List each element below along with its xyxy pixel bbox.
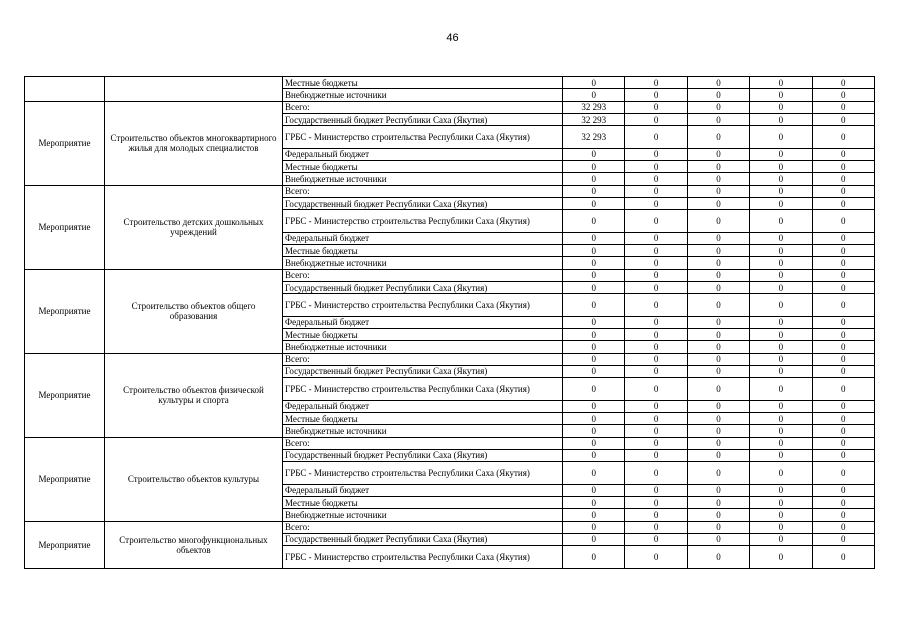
value-cell: 0 [625,316,687,328]
value-cell: 0 [812,509,874,521]
value-cell: 0 [625,328,687,340]
value-cell: 0 [750,148,812,160]
funding-source-cell: Федеральный бюджет [283,484,563,496]
value-cell: 0 [625,77,687,89]
value-cell: 0 [812,113,874,125]
value-cell: 0 [812,462,874,485]
value-cell: 0 [625,210,687,233]
value-cell: 0 [812,160,874,172]
category-cell: Мероприятие [25,521,105,568]
value-cell: 0 [812,126,874,149]
value-cell: 0 [687,89,749,101]
funding-source-cell: Местные бюджеты [283,328,563,340]
value-cell: 0 [750,328,812,340]
value-cell: 0 [687,148,749,160]
funding-source-cell: Всего: [283,101,563,113]
value-cell: 0 [812,77,874,89]
value-cell: 0 [687,328,749,340]
value-cell: 0 [687,77,749,89]
table-row [25,77,875,89]
value-cell: 0 [687,437,749,449]
value-cell: 0 [750,316,812,328]
item-name-cell: Строительство объектов многоквартирного жилья для молодых специалистов [105,101,283,185]
value-cell: 0 [750,365,812,377]
value-cell: 0 [625,521,687,533]
value-cell: 0 [563,533,625,545]
value-cell: 0 [687,341,749,353]
value-cell: 0 [687,316,749,328]
value-cell: 0 [625,244,687,256]
budget-table [24,76,875,569]
value-cell: 0 [687,294,749,317]
value-cell: 0 [812,197,874,209]
value-cell: 0 [750,294,812,317]
funding-source-cell: Местные бюджеты [283,496,563,508]
value-cell: 0 [812,173,874,185]
funding-source-cell: Государственный бюджет Республики Саха (Якутия) [283,365,563,377]
value-cell: 0 [750,269,812,281]
value-cell: 0 [563,316,625,328]
table-row [25,185,875,197]
value-cell: 0 [812,101,874,113]
value-cell: 0 [750,341,812,353]
value-cell: 0 [625,126,687,149]
value-cell: 0 [687,509,749,521]
value-cell: 0 [812,210,874,233]
value-cell: 0 [687,412,749,424]
funding-source-cell: Государственный бюджет Республики Саха (Якутия) [283,197,563,209]
value-cell: 0 [563,328,625,340]
value-cell: 0 [750,546,812,569]
value-cell: 0 [563,160,625,172]
budget-table-body [25,77,875,569]
value-cell: 0 [750,244,812,256]
value-cell: 0 [563,462,625,485]
funding-source-cell: Внебюджетные источники [283,341,563,353]
funding-source-cell: Внебюджетные источники [283,173,563,185]
value-cell: 0 [625,437,687,449]
value-cell: 0 [812,244,874,256]
value-cell: 0 [687,126,749,149]
value-cell: 0 [563,484,625,496]
value-cell: 0 [625,341,687,353]
value-cell: 0 [687,378,749,401]
value-cell: 32 293 [563,126,625,149]
value-cell: 0 [625,148,687,160]
category-cell: Мероприятие [25,437,105,521]
value-cell: 0 [625,294,687,317]
value-cell: 0 [563,244,625,256]
funding-source-cell: Всего: [283,353,563,365]
funding-source-cell: ГРБС - Министерство строительства Республики Саха (Якутия) [283,294,563,317]
value-cell: 0 [750,173,812,185]
funding-source-cell: ГРБС - Министерство строительства Республики Саха (Якутия) [283,546,563,569]
value-cell: 0 [750,378,812,401]
category-cell: Мероприятие [25,101,105,185]
funding-source-cell: Внебюджетные источники [283,257,563,269]
table-row [25,521,875,533]
value-cell: 0 [812,400,874,412]
category-cell: Мероприятие [25,269,105,353]
page-number: 46 [446,32,459,44]
funding-source-cell: Местные бюджеты [283,412,563,424]
value-cell: 0 [563,546,625,569]
value-cell: 0 [563,378,625,401]
funding-source-cell: ГРБС - Министерство строительства Республики Саха (Якутия) [283,462,563,485]
value-cell: 0 [812,533,874,545]
value-cell: 0 [750,353,812,365]
value-cell: 0 [812,449,874,461]
value-cell: 0 [625,546,687,569]
value-cell: 0 [750,197,812,209]
funding-source-cell: Федеральный бюджет [283,148,563,160]
value-cell: 0 [750,210,812,233]
value-cell: 0 [812,316,874,328]
item-name-cell: Строительство объектов общего образования [105,269,283,353]
value-cell: 0 [812,425,874,437]
funding-source-cell: ГРБС - Министерство строительства Республики Саха (Якутия) [283,126,563,149]
value-cell: 0 [750,126,812,149]
value-cell: 0 [750,160,812,172]
value-cell: 0 [625,509,687,521]
value-cell: 0 [625,378,687,401]
value-cell: 0 [750,89,812,101]
value-cell: 0 [687,484,749,496]
value-cell: 0 [687,546,749,569]
value-cell: 0 [563,496,625,508]
value-cell: 0 [563,232,625,244]
value-cell: 0 [750,496,812,508]
value-cell: 0 [812,496,874,508]
value-cell: 0 [625,353,687,365]
value-cell: 0 [625,89,687,101]
value-cell: 0 [687,353,749,365]
value-cell: 0 [750,77,812,89]
value-cell: 32 293 [563,101,625,113]
value-cell: 0 [812,365,874,377]
value-cell: 0 [563,425,625,437]
funding-source-cell: Всего: [283,269,563,281]
funding-source-cell: Всего: [283,437,563,449]
value-cell: 0 [625,412,687,424]
funding-source-cell: Федеральный бюджет [283,316,563,328]
value-cell: 0 [750,185,812,197]
value-cell: 0 [563,437,625,449]
value-cell: 0 [563,509,625,521]
value-cell: 0 [687,232,749,244]
funding-source-cell: Внебюджетные источники [283,509,563,521]
value-cell: 32 293 [563,113,625,125]
value-cell: 0 [687,281,749,293]
value-cell: 0 [563,77,625,89]
value-cell: 0 [812,378,874,401]
value-cell: 0 [625,101,687,113]
value-cell: 0 [625,425,687,437]
table-row [25,437,875,449]
funding-source-cell: Государственный бюджет Республики Саха (Якутия) [283,113,563,125]
value-cell: 0 [563,257,625,269]
value-cell: 0 [750,257,812,269]
value-cell: 0 [687,101,749,113]
value-cell: 0 [687,160,749,172]
value-cell: 0 [687,462,749,485]
value-cell: 0 [812,521,874,533]
value-cell: 0 [625,173,687,185]
value-cell: 0 [812,257,874,269]
value-cell: 0 [750,449,812,461]
value-cell: 0 [563,412,625,424]
value-cell: 0 [750,232,812,244]
value-cell: 0 [563,269,625,281]
funding-source-cell: Всего: [283,521,563,533]
value-cell: 0 [812,437,874,449]
value-cell: 0 [563,521,625,533]
item-name-cell: Строительство объектов культуры [105,437,283,521]
funding-source-cell: Местные бюджеты [283,77,563,89]
value-cell: 0 [812,546,874,569]
funding-source-cell: Федеральный бюджет [283,232,563,244]
item-name-cell: Строительство детских дошкольных учреждений [105,185,283,269]
value-cell: 0 [625,449,687,461]
funding-source-cell: Местные бюджеты [283,244,563,256]
value-cell: 0 [812,281,874,293]
value-cell: 0 [563,449,625,461]
item-name-cell [105,77,283,102]
value-cell: 0 [563,341,625,353]
value-cell: 0 [750,533,812,545]
value-cell: 0 [750,400,812,412]
value-cell: 0 [625,484,687,496]
funding-source-cell: Внебюджетные источники [283,425,563,437]
value-cell: 0 [812,328,874,340]
category-cell [25,77,105,102]
value-cell: 0 [625,496,687,508]
value-cell: 0 [625,185,687,197]
value-cell: 0 [812,148,874,160]
value-cell: 0 [812,412,874,424]
value-cell: 0 [812,185,874,197]
value-cell: 0 [812,484,874,496]
item-name-cell: Строительство многофункциональных объектов [105,521,283,568]
value-cell: 0 [687,521,749,533]
value-cell: 0 [563,365,625,377]
value-cell: 0 [563,294,625,317]
funding-source-cell: Местные бюджеты [283,160,563,172]
value-cell: 0 [687,113,749,125]
value-cell: 0 [812,89,874,101]
value-cell: 0 [625,160,687,172]
value-cell: 0 [625,533,687,545]
value-cell: 0 [687,365,749,377]
value-cell: 0 [625,197,687,209]
table-row [25,353,875,365]
funding-source-cell: Всего: [283,185,563,197]
value-cell: 0 [563,353,625,365]
value-cell: 0 [563,148,625,160]
value-cell: 0 [750,484,812,496]
category-cell: Мероприятие [25,185,105,269]
value-cell: 0 [563,281,625,293]
value-cell: 0 [687,269,749,281]
value-cell: 0 [625,269,687,281]
value-cell: 0 [812,341,874,353]
funding-source-cell: Государственный бюджет Республики Саха (Якутия) [283,449,563,461]
item-name-cell: Строительство объектов физической культуры и спорта [105,353,283,437]
value-cell: 0 [625,400,687,412]
value-cell: 0 [750,101,812,113]
value-cell: 0 [625,365,687,377]
value-cell: 0 [812,294,874,317]
value-cell: 0 [625,232,687,244]
value-cell: 0 [687,185,749,197]
value-cell: 0 [812,232,874,244]
value-cell: 0 [687,400,749,412]
value-cell: 0 [687,210,749,233]
value-cell: 0 [563,173,625,185]
value-cell: 0 [750,425,812,437]
table-row [25,269,875,281]
value-cell: 0 [812,353,874,365]
value-cell: 0 [687,449,749,461]
value-cell: 0 [687,173,749,185]
value-cell: 0 [687,425,749,437]
value-cell: 0 [563,185,625,197]
value-cell: 0 [687,197,749,209]
value-cell: 0 [750,437,812,449]
value-cell: 0 [687,244,749,256]
value-cell: 0 [563,89,625,101]
value-cell: 0 [750,113,812,125]
value-cell: 0 [625,113,687,125]
value-cell: 0 [625,462,687,485]
funding-source-cell: Государственный бюджет Республики Саха (Якутия) [283,281,563,293]
table-row [25,101,875,113]
value-cell: 0 [750,521,812,533]
funding-source-cell: ГРБС - Министерство строительства Республики Саха (Якутия) [283,210,563,233]
value-cell: 0 [812,269,874,281]
value-cell: 0 [563,400,625,412]
value-cell: 0 [750,462,812,485]
value-cell: 0 [563,210,625,233]
value-cell: 0 [625,257,687,269]
funding-source-cell: Государственный бюджет Республики Саха (Якутия) [283,533,563,545]
value-cell: 0 [750,412,812,424]
value-cell: 0 [563,197,625,209]
funding-source-cell: Федеральный бюджет [283,400,563,412]
value-cell: 0 [750,509,812,521]
value-cell: 0 [625,281,687,293]
value-cell: 0 [750,281,812,293]
category-cell: Мероприятие [25,353,105,437]
value-cell: 0 [687,496,749,508]
value-cell: 0 [687,533,749,545]
value-cell: 0 [687,257,749,269]
funding-source-cell: Внебюджетные источники [283,89,563,101]
funding-source-cell: ГРБС - Министерство строительства Республики Саха (Якутия) [283,378,563,401]
